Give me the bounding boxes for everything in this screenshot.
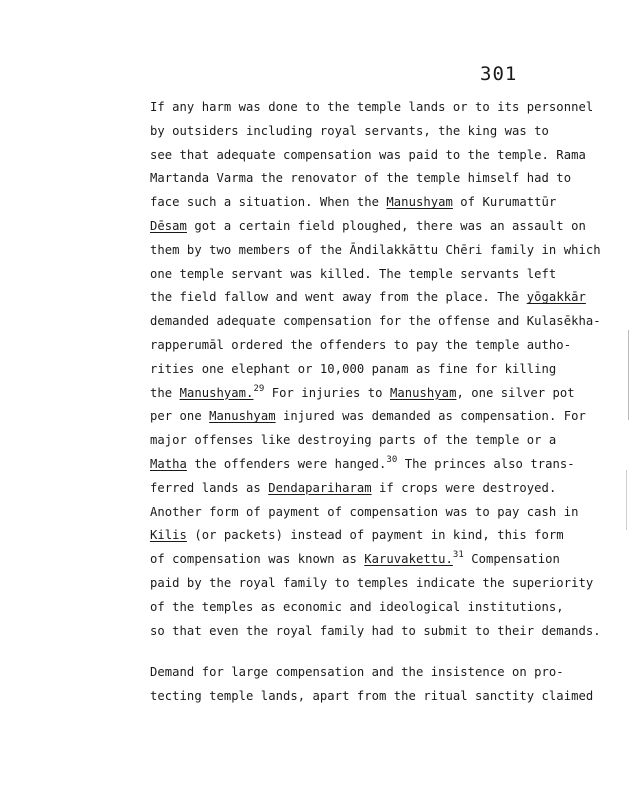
- text-line: [150, 600, 564, 614]
- text-line: [150, 624, 601, 638]
- text-line: [150, 409, 586, 423]
- text-run: tecting temple lands, apart from the ritual sanctity claimed: [150, 689, 594, 704]
- footnote-ref: 31: [452, 550, 464, 561]
- text-line: [150, 528, 564, 542]
- underlined-term: Manushyam: [209, 409, 276, 424]
- text-run: got a certain field ploughed, there was an assault on: [186, 219, 586, 233]
- text-run: For injuries to: [264, 385, 390, 400]
- text-line: [150, 314, 601, 328]
- text-run: rities one elephant or 10,000 panam as fine for killing: [150, 361, 557, 376]
- text-run: of the temples as economic and ideological institutions,: [150, 599, 564, 614]
- text-run: demanded adequate compensation for the offense and Kulasēkha-: [150, 314, 601, 329]
- footnote-ref: 30: [386, 455, 398, 465]
- text-run: of Kurumattūr: [452, 195, 557, 210]
- text-run: them by two members of the Āndilakkāttu Chēri family in which: [150, 242, 601, 257]
- text-run: ferred lands as: [150, 480, 269, 495]
- text-run: injured was demanded as compensation. For: [275, 409, 586, 424]
- text-run: The princes also trans-: [397, 457, 575, 471]
- text-line: [150, 457, 575, 471]
- text-line: [150, 665, 564, 679]
- text-line: [150, 689, 593, 703]
- text-run: If any harm was done to the temple lands or to its personnel: [150, 100, 594, 114]
- text-line: [150, 243, 601, 257]
- text-line: [150, 338, 571, 352]
- text-run: per one: [150, 409, 210, 424]
- text-run: the field fallow and went away from the place. The: [150, 290, 527, 305]
- scan-artifact: [626, 470, 627, 530]
- text-run: the offenders were hanged.: [186, 457, 387, 471]
- underlined-term: Dendapariharam: [268, 480, 372, 495]
- text-run: see that adequate compensation was paid to the temple. Rama: [150, 147, 586, 162]
- text-run: (or packets) instead of payment in kind, this form: [186, 528, 564, 543]
- text-line: [150, 505, 578, 519]
- underlined-term: yōgakkār: [526, 290, 586, 305]
- text-run: rapperumāl ordered the offenders to pay the temple autho-: [150, 338, 572, 352]
- underlined-term: Manushyam.: [179, 385, 254, 400]
- text-run: , one silver pot: [456, 385, 575, 400]
- text-run: by outsiders including royal servants, the king was to: [150, 123, 549, 138]
- text-line: [150, 219, 586, 233]
- text-run: Another form of payment of compensation was to pay cash in: [150, 504, 579, 519]
- underlined-term: Manushyam: [389, 385, 457, 400]
- text-run: the: [150, 385, 180, 400]
- text-line: [150, 171, 571, 185]
- text-line: [150, 290, 586, 304]
- text-run: Martanda Varma the renovator of the temple himself had to: [150, 171, 572, 186]
- text-run: so that even the royal family had to submit to their demands.: [150, 623, 601, 638]
- text-line: [150, 433, 556, 447]
- text-run: major offenses like destroying parts of the temple or a: [150, 433, 557, 448]
- text-run: paid by the royal family to temples indicate the superiority: [150, 576, 594, 590]
- underlined-term: Karuvakettu.: [364, 552, 453, 567]
- text-line: [150, 100, 593, 114]
- scan-artifact: [628, 330, 629, 420]
- underlined-term: Kilis: [150, 528, 187, 543]
- text-line: [150, 552, 560, 566]
- text-run: Demand for large compensation and the insistence on pro-: [150, 665, 564, 680]
- text-line: [150, 362, 556, 376]
- underlined-term: Matha: [150, 457, 187, 471]
- text-line: [150, 481, 556, 495]
- text-line: [150, 267, 556, 281]
- text-line: [150, 383, 575, 400]
- text-line: [150, 148, 586, 162]
- underlined-term: Dēsam: [150, 219, 187, 233]
- text-run: if crops were destroyed.: [371, 480, 557, 495]
- page-number: 301: [480, 63, 518, 85]
- text-run: face such a situation. When the: [150, 195, 387, 210]
- underlined-term: Manushyam: [386, 195, 453, 210]
- text-line: [150, 576, 593, 590]
- text-line: [150, 195, 556, 209]
- footnote-ref: 29: [253, 383, 265, 394]
- text-run: one temple servant was killed. The temple servants left: [150, 266, 557, 281]
- text-run: of compensation was known as: [150, 552, 365, 567]
- text-run: Compensation: [463, 552, 560, 567]
- text-line: [150, 124, 549, 138]
